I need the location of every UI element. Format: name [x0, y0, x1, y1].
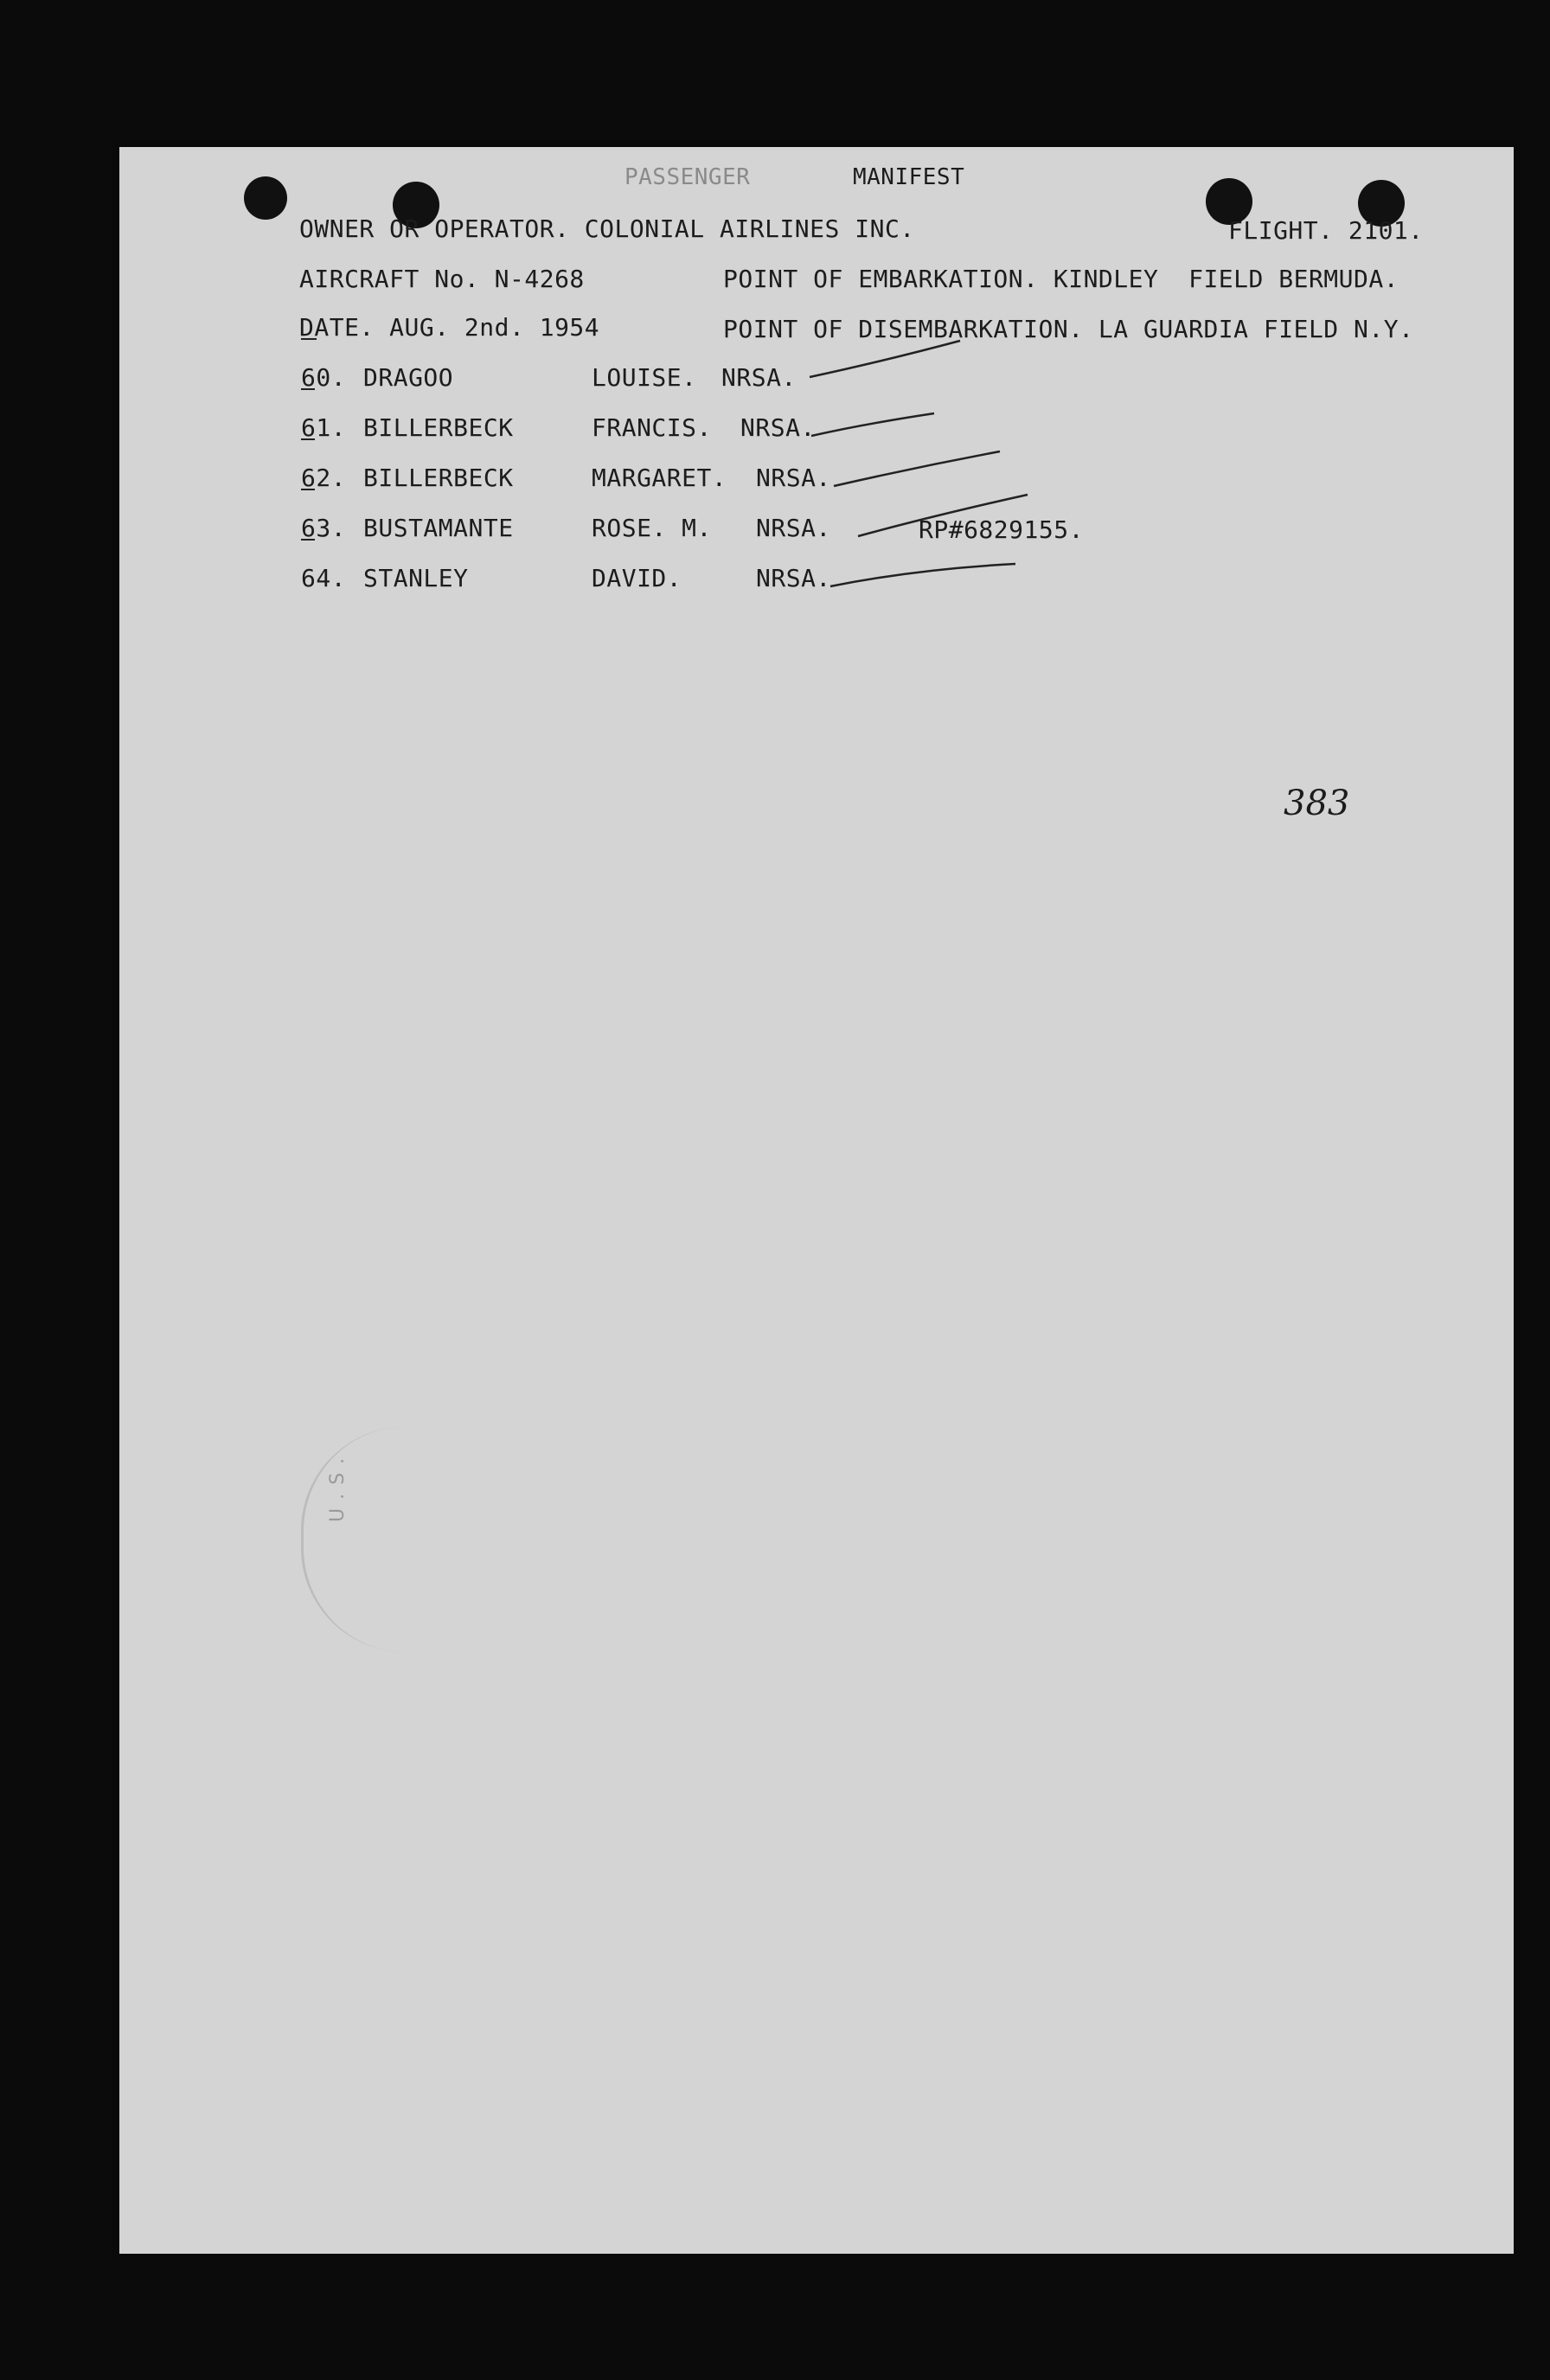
passenger-status: NRSA. [740, 413, 816, 442]
passenger-surname: BUSTAMANTE [363, 514, 514, 542]
passenger-note: RP#6829155. [919, 515, 1084, 544]
passenger-given-name: FRANCIS. [592, 413, 712, 442]
check-stroke [811, 413, 934, 436]
flight-number: FLIGHT. 2101. [1228, 216, 1424, 245]
passenger-surname: STANLEY [363, 564, 469, 592]
manifest-title: MANIFEST [853, 164, 965, 190]
passenger-surname: BILLERBECK [363, 413, 514, 442]
passenger-number: 62. [301, 464, 347, 492]
aircraft-number: AIRCRAFT No. N-4268 [299, 265, 585, 293]
page-number: 383 [1284, 784, 1350, 823]
passenger-number: 60. [301, 363, 347, 392]
passenger-status: NRSA. [756, 464, 831, 492]
passenger-given-name: MARGARET. [592, 464, 727, 492]
manifest-title-faded: PASSENGER [624, 164, 751, 190]
check-stroke [834, 451, 1000, 486]
passenger-surname: DRAGOO [363, 363, 454, 392]
passenger-number: 61. [301, 413, 347, 442]
passenger-status: NRSA. [756, 514, 831, 542]
passenger-given-name: LOUISE. [592, 363, 697, 392]
check-stroke [830, 564, 1015, 586]
check-stroke [858, 495, 1028, 536]
passenger-surname: BILLERBECK [363, 464, 514, 492]
point-of-disembarkation: POINT OF DISEMBARKATION. LA GUARDIA FIELD N.Y. [723, 315, 1414, 343]
manifest-date: DATE. AUG. 2nd. 1954 [299, 313, 600, 342]
point-of-embarkation: POINT OF EMBARKATION. KINDLEY FIELD BERMUDA. [723, 265, 1399, 293]
passenger-number: 64. [301, 564, 347, 592]
passenger-number: 63. [301, 514, 347, 542]
passenger-status: NRSA. [721, 363, 797, 392]
check-stroke [810, 341, 960, 377]
passenger-given-name: DAVID. [592, 564, 682, 592]
passenger-status: NRSA. [756, 564, 831, 592]
stamp-text: U.S. [327, 1449, 349, 1522]
passenger-given-name: ROSE. M. [592, 514, 712, 542]
owner-operator-line: OWNER OR OPERATOR. COLONIAL AIRLINES INC. [299, 214, 915, 243]
